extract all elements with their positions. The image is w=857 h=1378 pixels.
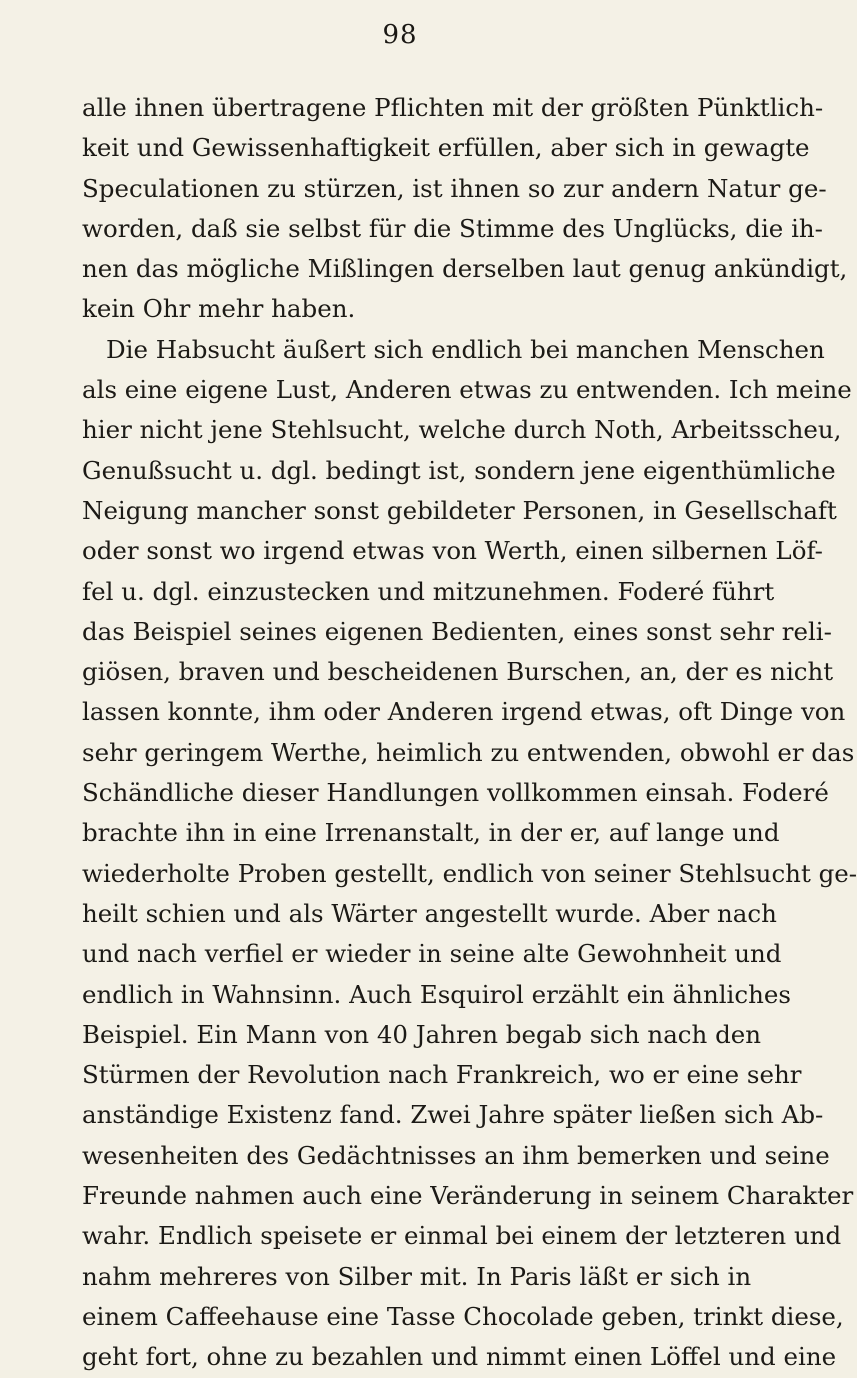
text-line: brachte ihn in eine Irrenanstalt, in der er, auf lange und <box>82 818 780 848</box>
text-line: wahr. Endlich speisete er einmal bei einem der letzteren und <box>82 1221 842 1251</box>
text-line: alle ihnen übertragene Pflichten mit der größten Pünktlich- <box>82 93 824 122</box>
text-line: wiederholte Proben gestellt, endlich von seiner Stehlsucht ge- <box>82 858 857 888</box>
text-line: heilt schien und als Wärter angestellt wurde. Aber nach <box>82 898 777 928</box>
text-line: geht fort, ohne zu bezahlen und nimmt einen Löffel und eine <box>82 1342 837 1372</box>
text-line: anständige Existenz fand. Zwei Jahre später ließen sich Ab- <box>82 1100 824 1130</box>
text-line: oder sonst wo irgend etwas von Werth, einen silbernen Löf- <box>82 536 823 566</box>
text-line: nen das mögliche Mißlingen derselben laut genug ankündigt, <box>82 254 848 284</box>
text-line: giösen, braven und bescheidenen Burschen, an, der es nicht <box>82 657 834 687</box>
text-line: Neigung mancher sonst gebildeter Personen, in Gesellschaft <box>82 495 837 525</box>
text-line: Freunde nahmen auch eine Veränderung in seinem Charakter <box>82 1181 854 1211</box>
text-line: einem Caffeehause eine Tasse Chocolade geben, trinkt diese, <box>82 1301 844 1331</box>
text-line: Schändliche dieser Handlungen vollkommen einsah. Foderé <box>82 778 829 808</box>
text-line: sehr geringem Werthe, heimlich zu entwenden, obwohl er das <box>82 737 855 767</box>
text-line: wesenheiten des Gedächtnisses an ihm bemerken und seine <box>82 1140 830 1170</box>
text-line: keit und Gewissenhaftigkeit erfüllen, aber sich in gewagte <box>82 133 810 163</box>
text-line: Stürmen der Revolution nach Frankreich, wo er eine sehr <box>82 1060 802 1090</box>
text-line: als eine eigene Lust, Anderen etwas zu entwenden. Ich meine <box>82 375 852 405</box>
text-line: lassen konnte, ihm oder Anderen irgend etwas, oft Dinge von <box>82 697 846 727</box>
text-line: Beispiel. Ein Mann von 40 Jahren begab sich nach den <box>82 1019 762 1049</box>
text-line: endlich in Wahnsinn. Auch Esquirol erzählt ein ähnliches <box>82 979 791 1009</box>
text-line: fel u. dgl. einzustecken und mitzunehmen. Foderé führt <box>82 576 775 606</box>
text-line: worden, daß sie selbst für die Stimme des Unglücks, die ih- <box>82 213 823 243</box>
page-number: 98 <box>382 20 418 50</box>
text-line: kein Ohr mehr haben. <box>82 294 356 324</box>
text-line: nahm mehreres von Silber mit. In Paris läßt er sich in <box>82 1261 752 1291</box>
text-line: Speculationen zu stürzen, ist ihnen so zur andern Natur ge- <box>82 173 827 203</box>
text-line: Die Habsucht äußert sich endlich bei manchen Menschen <box>106 334 825 364</box>
text-line: hier nicht jene Stehlsucht, welche durch Noth, Arbeitsscheu, <box>82 415 842 445</box>
text-line: das Beispiel seines eigenen Bedienten, eines sonst sehr reli- <box>82 616 832 646</box>
text-line: und nach verfiel er wieder in seine alte Gewohnheit und <box>82 939 782 969</box>
body-text <box>82 88 857 1378</box>
text-line: Genußsucht u. dgl. bedingt ist, sondern jene eigenthümliche <box>82 455 836 485</box>
